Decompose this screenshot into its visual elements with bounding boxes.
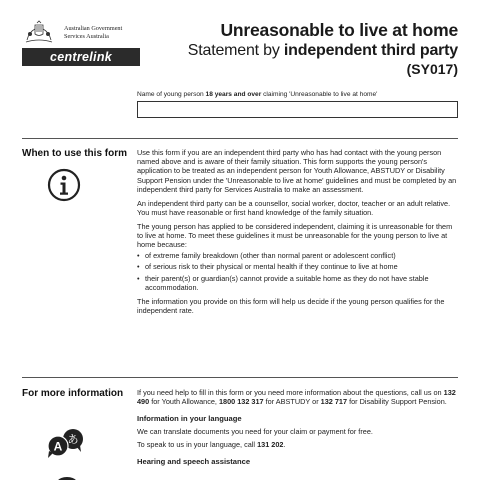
contact-text: for Youth Allowance, [149, 397, 219, 407]
form-title: Unreasonable to live at home [220, 20, 458, 40]
outcome-paragraph: The information you provide on this form will help us decide if the young person qualifies for the independent rate. [137, 296, 445, 315]
youth-allowance-phone: 132 490 [137, 388, 456, 407]
svg-text:A: A [53, 439, 63, 454]
contact-text: If you need help to fill in this form or you need more information about the questions, call us on [137, 388, 444, 397]
contact-text: for ABSTUDY or [263, 397, 321, 407]
section-divider [22, 138, 458, 139]
more-info-body [137, 388, 457, 469]
form-subtitle [188, 41, 458, 60]
guidelines-paragraph: The young person has applied to be considered independent, claiming it is unreasonable for them to live at home. To meet these guidelines it must be unreasonable for the young person to live at home because: [137, 221, 453, 250]
name-field-label [137, 91, 377, 98]
language-call-prefix: To speak to us in your language, call [137, 440, 258, 450]
subtitle-bold: independent third party [283, 42, 458, 59]
label-prefix: Name of young person [137, 91, 206, 98]
intro-paragraph: Use this form if you are an independent third party who has had contact with the young person named above and is aware of their family situation. This form supports the young person's application to be treated as an independent person for Youth Allowance, ABSTUDY or Disability Support Pension under the 'Unreasonable to live at home' guidelines and must be completed by an independent third party for Services Australia to make an assessment. [137, 148, 457, 194]
hearing-subheading: Hearing and speech assistance [137, 456, 251, 466]
form-title-block [188, 20, 458, 78]
when-to-use-body [137, 148, 457, 320]
coat-of-arms-icon [24, 20, 54, 46]
young-person-name-field[interactable] [137, 101, 458, 118]
language-call-suffix: . [283, 440, 286, 450]
list-item: • of extreme family breakdown (other than normal parent or adolescent conflict) [137, 251, 457, 260]
label-suffix: claiming 'Unreasonable to live at home' [261, 91, 378, 98]
contact-text: for Disability Support Pension. [347, 397, 447, 407]
dsp-phone: 132 717 [320, 397, 348, 407]
brand-banner: centrelink [22, 48, 140, 66]
list-item: • their parent(s) or guardian(s) cannot provide a suitable home as they do not have stable accommodation. [137, 274, 457, 292]
language-icon [43, 428, 91, 458]
contact-paragraph [137, 388, 457, 406]
language-phone: 131 202 [257, 440, 284, 450]
language-call-text [137, 440, 457, 449]
abstudy-phone: 1800 132 317 [218, 397, 264, 407]
reasons-list [137, 251, 457, 292]
agency-name: Services Australia [64, 32, 109, 40]
translation-text: We can translate documents you need for your claim or payment for free. [137, 426, 373, 436]
section-divider [22, 377, 458, 378]
hearing-icon [50, 472, 84, 480]
list-item: • of serious risk to their physical or mental health if they continue to live at home [137, 262, 457, 271]
third-party-paragraph: An independent third party can be a counsellor, social worker, doctor, teacher or an adult relative. You must have reasonable or first hand knowledge of the family situation. [137, 198, 451, 217]
info-icon [47, 168, 81, 202]
subtitle-prefix: Statement by [187, 42, 284, 59]
when-to-use-heading: When to use this form [22, 148, 127, 159]
label-bold: 18 years and over [205, 91, 262, 98]
svg-text:あ: あ [67, 433, 79, 446]
gov-name: Australian Government [64, 25, 123, 32]
form-code: (SY017) [406, 61, 458, 77]
language-subheading: Information in your language [137, 414, 242, 424]
more-info-heading: For more information [22, 388, 124, 399]
